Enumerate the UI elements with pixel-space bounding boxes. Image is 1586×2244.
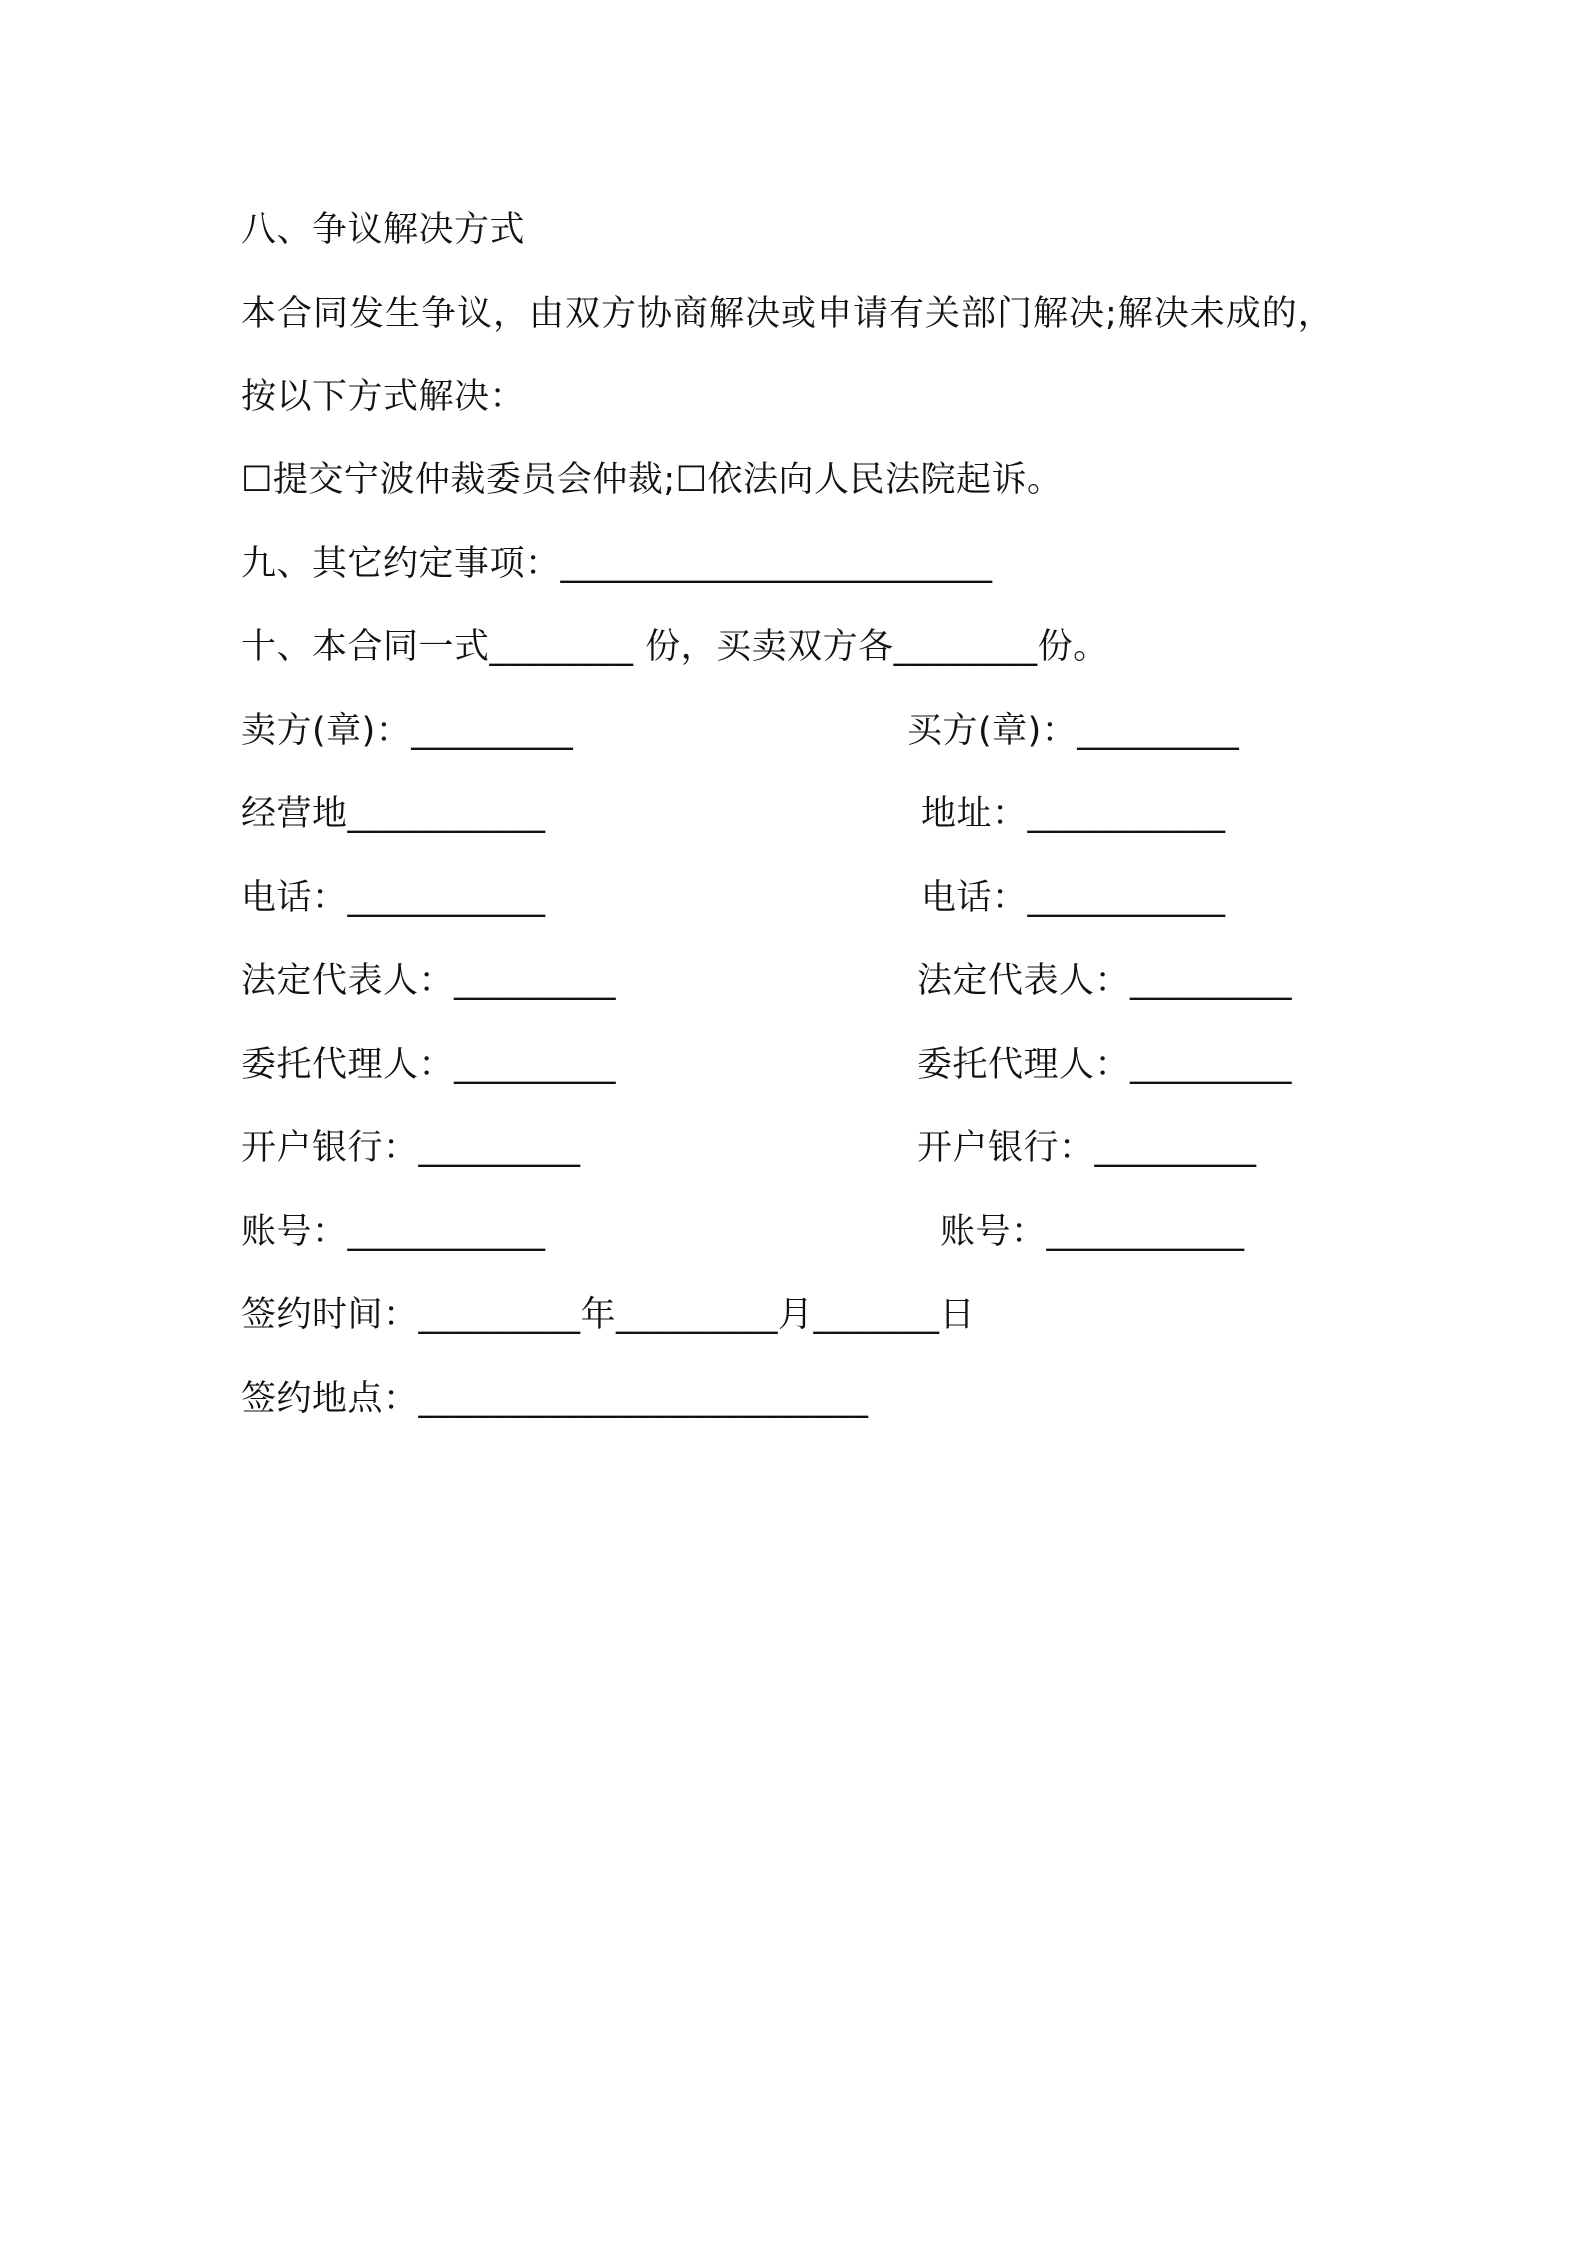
buyer-address-field: 地址：___________: [921, 794, 1226, 834]
seller-business-place-field: 经营地___________: [241, 794, 546, 834]
seller-account-field: 账号：___________: [241, 1212, 546, 1252]
section-9-other-terms: 九、其它约定事项：________________________: [241, 544, 993, 584]
seller-legal-representative-field: 法定代表人：_________: [241, 961, 617, 1001]
section-8-body-line-1: 本合同发生争议，由双方协商解决或申请有关部门解决;解决未成的，: [241, 294, 1334, 334]
seller-agent-field: 委托代理人：_________: [241, 1045, 617, 1085]
section-8-title: 八、争议解决方式: [241, 210, 526, 250]
section-8-body-line-2: 按以下方式解决：: [241, 377, 526, 417]
buyer-phone-field: 电话：___________: [921, 878, 1226, 918]
seller-bank-field: 开户银行：_________: [241, 1128, 581, 1168]
buyer-seal-field: 买方(章)：_________: [907, 711, 1240, 751]
signing-time-field: 签约时间：_________年_________月_______日: [241, 1295, 976, 1335]
buyer-legal-representative-field: 法定代表人：_________: [917, 961, 1293, 1001]
buyer-account-field: 账号：___________: [940, 1212, 1245, 1252]
section-10-copies: 十、本合同一式________ 份，买卖双方各________份。: [241, 627, 1109, 667]
signing-place-field: 签约地点：_________________________: [241, 1379, 869, 1419]
seller-seal-field: 卖方(章)：_________: [241, 711, 574, 751]
buyer-bank-field: 开户银行：_________: [917, 1128, 1257, 1168]
buyer-agent-field: 委托代理人：_________: [917, 1045, 1293, 1085]
seller-phone-field: 电话：___________: [241, 878, 546, 918]
dispute-resolution-options: ☐提交宁波仲裁委员会仲裁;☐依法向人民法院起诉。: [241, 460, 1063, 500]
